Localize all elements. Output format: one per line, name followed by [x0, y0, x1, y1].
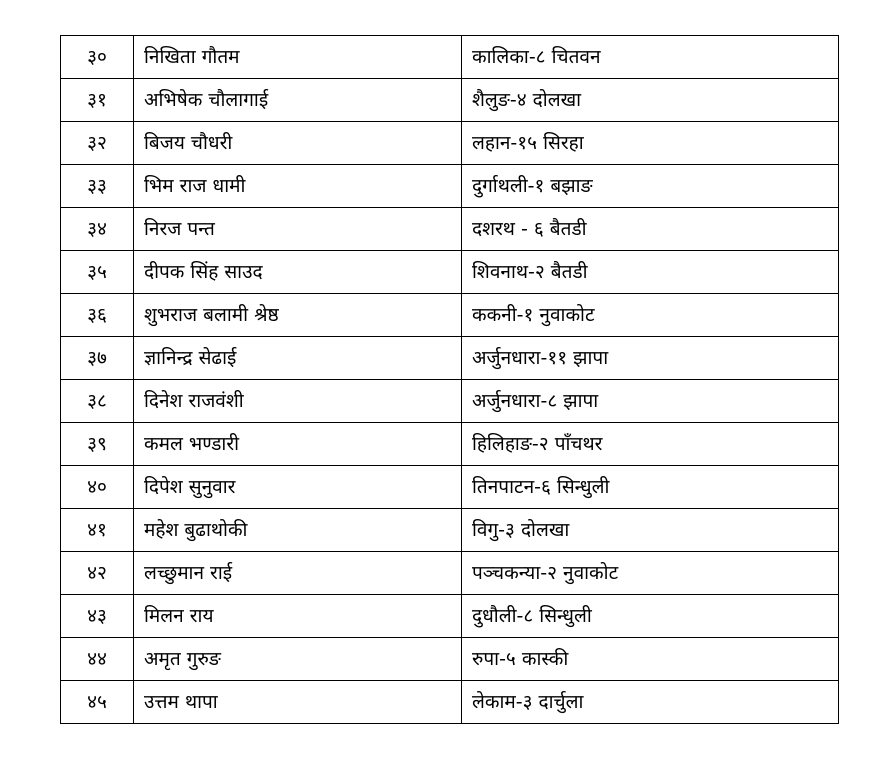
records-table: [60, 35, 839, 724]
address-cell: विगु-३ दोलखा: [462, 509, 839, 552]
table-row: [61, 79, 839, 122]
name-cell: कमल भण्डारी: [134, 423, 462, 466]
serial-number-cell: ३०: [61, 36, 134, 79]
address-cell: दुर्गाथली-१ बझाङ: [462, 165, 839, 208]
records-table-body: [61, 36, 839, 724]
address-cell: दुधौली-८ सिन्धुली: [462, 595, 839, 638]
address-cell: हिलिहाङ-२ पाँचथर: [462, 423, 839, 466]
serial-number-cell: ४०: [61, 466, 134, 509]
serial-number-cell: ३७: [61, 337, 134, 380]
serial-number-cell: ३२: [61, 122, 134, 165]
name-cell: महेश बुढाथोकी: [134, 509, 462, 552]
table-row: [61, 509, 839, 552]
serial-number-cell: ३१: [61, 79, 134, 122]
table-row: [61, 251, 839, 294]
table-row: [61, 294, 839, 337]
table-row: [61, 380, 839, 423]
serial-number-cell: ४१: [61, 509, 134, 552]
address-cell: पञ्चकन्या-२ नुवाकोट: [462, 552, 839, 595]
name-cell: निरज पन्त: [134, 208, 462, 251]
address-cell: ककनी-१ नुवाकोट: [462, 294, 839, 337]
serial-number-cell: ४३: [61, 595, 134, 638]
table-row: [61, 122, 839, 165]
table-row: [61, 36, 839, 79]
name-cell: अमृत गुरुङ: [134, 638, 462, 681]
address-cell: लेकाम-३ दार्चुला: [462, 681, 839, 724]
address-cell: अर्जुनधारा-८ झापा: [462, 380, 839, 423]
name-cell: ज्ञानिन्द्र सेढाई: [134, 337, 462, 380]
address-cell: शिवनाथ-२ बैतडी: [462, 251, 839, 294]
serial-number-cell: ४२: [61, 552, 134, 595]
serial-number-cell: ४५: [61, 681, 134, 724]
address-cell: रुपा-५ कास्की: [462, 638, 839, 681]
address-cell: दशरथ - ६ बैतडी: [462, 208, 839, 251]
serial-number-cell: ३९: [61, 423, 134, 466]
name-cell: मिलन राय: [134, 595, 462, 638]
serial-number-cell: ३६: [61, 294, 134, 337]
table-row: [61, 337, 839, 380]
name-cell: भिम राज धामी: [134, 165, 462, 208]
table-row: [61, 681, 839, 724]
serial-number-cell: ४४: [61, 638, 134, 681]
table-row: [61, 208, 839, 251]
name-cell: निखिता गौतम: [134, 36, 462, 79]
serial-number-cell: ३८: [61, 380, 134, 423]
name-cell: लच्छुमान राई: [134, 552, 462, 595]
name-cell: दिनेश राजवंशी: [134, 380, 462, 423]
name-cell: दिपेश सुनुवार: [134, 466, 462, 509]
table-row: [61, 423, 839, 466]
table-row: [61, 466, 839, 509]
address-cell: लहान-१५ सिरहा: [462, 122, 839, 165]
serial-number-cell: ३४: [61, 208, 134, 251]
name-cell: बिजय चौधरी: [134, 122, 462, 165]
address-cell: शैलुङ-४ दोलखा: [462, 79, 839, 122]
address-cell: कालिका-८ चितवन: [462, 36, 839, 79]
name-cell: दीपक सिंह साउद: [134, 251, 462, 294]
table-row: [61, 595, 839, 638]
serial-number-cell: ३५: [61, 251, 134, 294]
address-cell: अर्जुनधारा-११ झापा: [462, 337, 839, 380]
name-cell: शुभराज बलामी श्रेष्ठ: [134, 294, 462, 337]
name-cell: अभिषेक चौलागाई: [134, 79, 462, 122]
address-cell: तिनपाटन-६ सिन्धुली: [462, 466, 839, 509]
table-row: [61, 638, 839, 681]
name-cell: उत्तम थापा: [134, 681, 462, 724]
table-row: [61, 165, 839, 208]
table-row: [61, 552, 839, 595]
serial-number-cell: ३३: [61, 165, 134, 208]
